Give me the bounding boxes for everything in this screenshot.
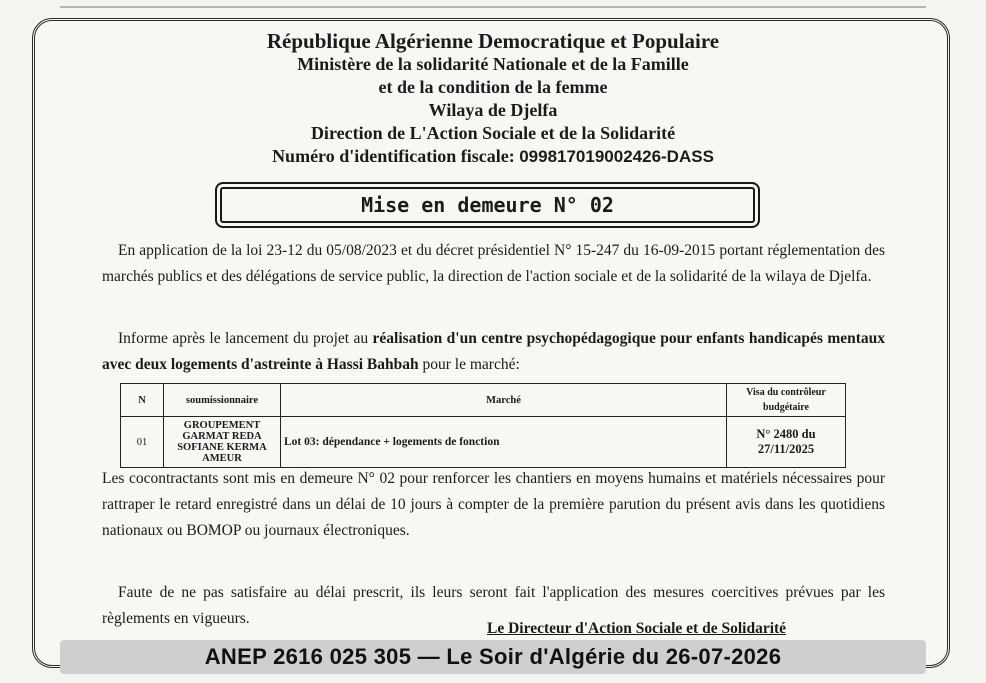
row-soumissionnaire: GROUPEMENT GARMAT REDA SOFIANE KERMA AMEUR	[164, 417, 281, 468]
top-rule	[60, 0, 926, 8]
nif-label: Numéro d'identification fiscale:	[272, 146, 515, 166]
footer-banner	[60, 640, 926, 674]
col-visa: Visa du contrôleur budgétaire	[727, 384, 846, 417]
lot-table	[120, 383, 846, 468]
col-marche: Marché	[281, 384, 727, 417]
row-visa	[727, 417, 846, 468]
header-ministry-cont: et de la condition de la femme	[378, 77, 608, 97]
header-republic: République Algérienne Democratique et Populaire	[266, 29, 720, 53]
row-marche: Lot 03: dépendance + logements de fonction	[281, 417, 727, 468]
project-intro: Informe après le lancement du projet au	[118, 330, 369, 347]
col-n: N	[121, 384, 164, 417]
document-title: Mise en demeure N° 02	[361, 193, 614, 217]
table-header-row	[121, 384, 846, 417]
paragraph-notice: Les cocontractants sont mis en demeure N° 02 pour renforcer les chantiers en moyens humains et matériels nécessaires pour rattraper le retard enregistré dans un délai de 10 jours à compter de la première parution du présent avis dans les quotidiens nationaux ou BOMOP ou journaux électroniques.	[102, 470, 885, 539]
footer-text: ANEP 2616 025 305 — Le Soir d'Algérie du 26-07-2026	[204, 644, 782, 669]
paragraph-legal-basis: En application de la loi 23-12 du 05/08/2023 et du décret présidentiel N° 15-247 du 16-09-2015 portant réglementation des marchés publics et des délégations de service public, la direction de l'action sociale et de la solidarité de la wilaya de Djelfa.	[102, 242, 885, 285]
visa-number: N° 2480 du	[756, 427, 816, 441]
paragraph-project	[102, 326, 885, 378]
title-box	[215, 182, 760, 228]
project-name: réalisation d'un centre psychopédagogique pour enfants handicapés mentaux avec deux logements d'astreinte à Hassi Bahbah	[102, 330, 886, 373]
paragraph-penalty: Faute de ne pas satisfaire au délai prescrit, ils leurs seront fait l'application des mesures coercitives prévues par les règlements en vigueurs.	[102, 584, 885, 627]
header-nif	[0, 145, 986, 168]
document-header	[0, 30, 986, 168]
project-end: pour le marché:	[422, 356, 520, 373]
header-direction: Direction de L'Action Sociale et de la Solidarité	[310, 123, 676, 143]
nif-value: 099817019002426-DASS	[519, 147, 714, 166]
table-row	[121, 417, 846, 468]
header-ministry: Ministère de la solidarité Nationale et de la Famille	[297, 54, 689, 74]
row-n: 01	[121, 417, 164, 468]
visa-date: 27/11/2025	[757, 442, 815, 456]
header-wilaya: Wilaya de Djelfa	[428, 100, 558, 120]
col-soumissionnaire: soumissionnaire	[164, 384, 281, 417]
signature: Le Directeur d'Action Sociale et de Solidarité	[487, 620, 787, 637]
